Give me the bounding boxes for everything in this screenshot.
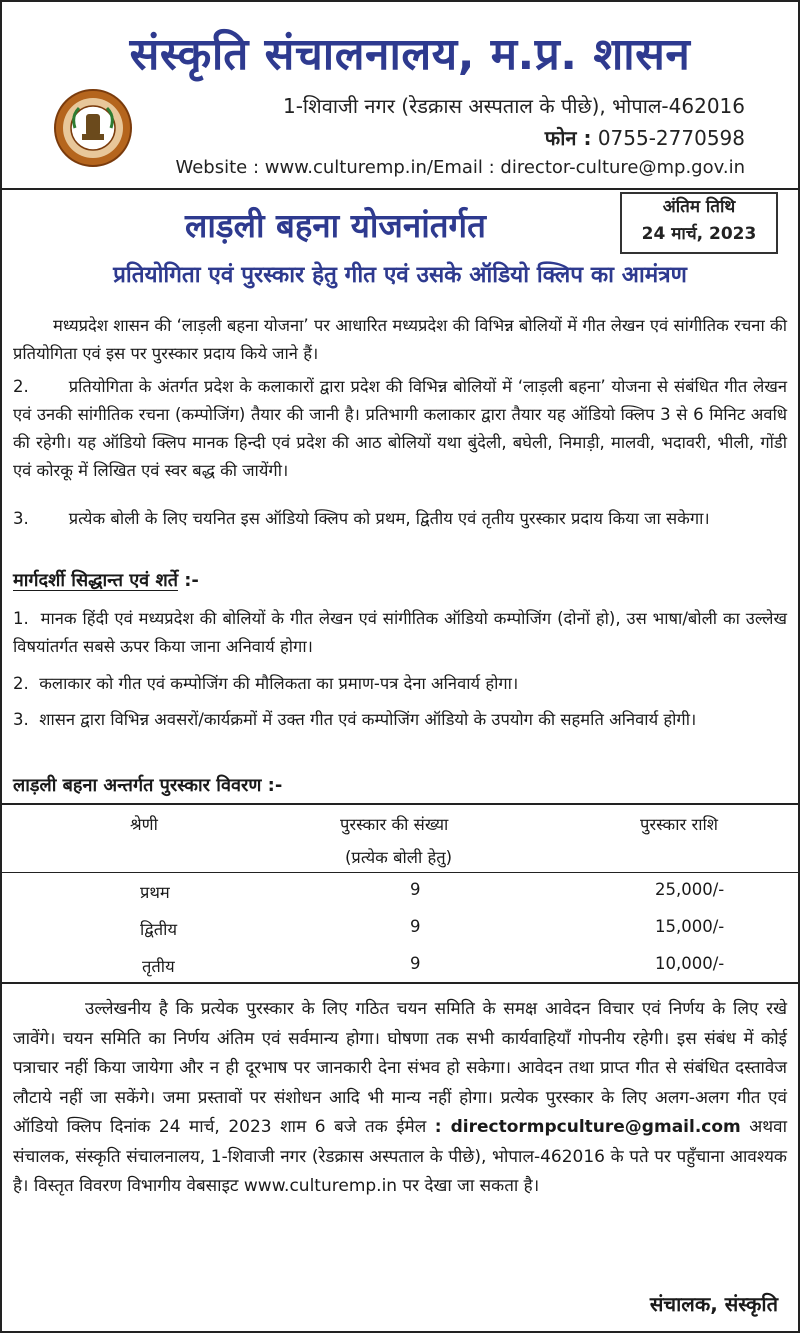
notice-title: लाड़ली बहना योजनांतर्गत — [185, 206, 486, 245]
column-header-count-note: (प्रत्येक बोली हेतु) — [345, 848, 453, 867]
row-count: 9 — [410, 880, 421, 899]
guidelines-heading: मार्गदर्शी सिद्धान्त एवं शर्ते :- — [13, 570, 199, 591]
deadline-label: अंतिम तिथि — [662, 197, 736, 217]
closing-paragraph: उल्लेखनीय है कि प्रत्येक पुरस्कार के लिए गठित चयन समिति के समक्ष आवेदन विचार एवं निर्णय के लिए रखे जावेंगे। चयन समिति का निर्णय अंतिम एवं सर्वमान्य होगा। घोषणा तक सभी कार्यवाहियाँ गोपनीय रहेगी। इस संबंध में कोई पत्राचार नहीं किया जायेगा और न ही दूरभाष पर जानकारी देना संभव हो सकेगा। आवेदन तथा प्राप्त गीत से संबंधित दस्तावेज लौटाये नहीं जा सकेंगे। जमा प्रस्तावों पर संशोधन आदि भी मान्य नहीं होगा। प्रत्येक पुरस्कार के लिए अलग-अलग गीत एवं ऑडियो क्लिप दिनांक 24 मार्च, 2023 शाम 6 बजे तक ईमेल : directormpculture@gmail.com अथवा संचालक, संस्कृति संचालनालय, 1-शिवाजी नगर (रेडक्रास अस्पताल के पीछे), भोपाल-462016 के पते पर पहुँचाना आवश्यक है। विस्तृत विवरण विभागीय वेबसाइट www.culturemp.in पर देखा जा सकता है। — [13, 999, 787, 1196]
deadline-date: 24 मार्च, 2023 — [641, 224, 757, 244]
contact-email: : directormpculture@gmail.com — [434, 1117, 741, 1137]
row-count: 9 — [410, 917, 421, 936]
website-email: Website : www.culturemp.in/Email : director-culture@mp.gov.in — [175, 157, 745, 178]
table-header-rule — [0, 872, 800, 873]
guideline-item: 1. मानक हिंदी एवं मध्यप्रदेश की बोलियों के गीत लेखन एवं सांगीतिक ऑडियो कम्पोजिंग (दोनों हो), उस भाषा/बोली का उल्लेख विषयांतर्गत सबसे ऊपर किया जाना अनिवार्य होगा। — [13, 609, 787, 656]
phone-line — [545, 124, 745, 151]
signature: संचालक, संस्कृति — [649, 1292, 778, 1316]
phone-label: फोन : — [544, 126, 592, 150]
address: 1-शिवाजी नगर (रेडक्रास अस्पताल के पीछे), भोपाल-462016 — [282, 94, 745, 118]
phone-number: 0755-2770598 — [597, 126, 745, 150]
mp-government-emblem-icon — [53, 88, 133, 168]
intro-paragraph-1: मध्यप्रदेश शासन की ‘लाड़ली बहना योजना’ पर आधारित मध्यप्रदेश की विभिन्न बोलियों में गीत लेखन एवं सांगीतिक रचना की प्रतियोगिता एवं इस पर पुरस्कार प्रदाय किये जाने हैं। — [13, 316, 787, 363]
row-count: 9 — [410, 954, 421, 973]
deadline-box — [620, 192, 778, 254]
column-header-count: पुरस्कार की संख्या — [340, 815, 449, 834]
row-amount: 15,000/- — [655, 917, 725, 936]
row-category: तृतीय — [142, 957, 175, 976]
table-bottom-rule — [0, 982, 800, 984]
row-amount: 25,000/- — [655, 880, 725, 899]
guideline-item: 3. शासन द्वारा विभिन्न अवसरों/कार्यक्रमों में उक्त गीत एवं कम्पोजिंग ऑडियो के उपयोग की सहमति अनिवार्य होगी। — [13, 710, 697, 729]
row-amount: 10,000/- — [655, 954, 725, 973]
row-category: प्रथम — [140, 883, 170, 902]
column-header-amount: पुरस्कार राशि — [640, 815, 718, 834]
row-category: द्वितीय — [140, 920, 178, 939]
intro-paragraph-3: 3. प्रत्येक बोली के लिए चयनित इस ऑडियो क्लिप को प्रथम, द्वितीय एवं तृतीय पुरस्कार प्रदाय किया जा सकेगा। — [13, 509, 710, 528]
department-title: संस्कृति संचालनालय, म.प्र. शासन — [129, 29, 691, 80]
guideline-item: 2. कलाकार को गीत एवं कम्पोजिंग की मौलिकता का प्रमाण-पत्र देना अनिवार्य होगा। — [13, 674, 519, 693]
table-top-rule — [0, 803, 800, 805]
awards-heading: लाड़ली बहना अन्तर्गत पुरस्कार विवरण :- — [13, 775, 283, 796]
intro-paragraph-2: 2. प्रतियोगिता के अंतर्गत प्रदेश के कलाकारों द्वारा प्रदेश की विभिन्न बोलियों में ‘लाड़ली बहना’ योजना से संबंधित गीत लेखन एवं उनकी सांगीतिक रचना (कम्पोजिंग) तैयार की जानी है। प्रतिभागी कलाकार द्वारा तैयार यह ऑडियो क्लिप 3 से 6 मिनिट अवधि की रहेगी। यह ऑडियो क्लिप मानक हिन्दी एवं प्रदेश की आठ बोलियों यथा बुंदेली, बघेली, निमाड़ी, मालवी, भदावरी, भीली, गोंडी एवं कोरकू में लिखित एवं स्वर बद्ध की जायेंगी। — [13, 377, 787, 480]
notice-subtitle: प्रतियोगिता एवं पुरस्कार हेतु गीत एवं उसके ऑडियो क्लिप का आमंत्रण — [113, 262, 687, 288]
header-divider — [0, 188, 800, 190]
column-header-category: श्रेणी — [130, 815, 158, 834]
